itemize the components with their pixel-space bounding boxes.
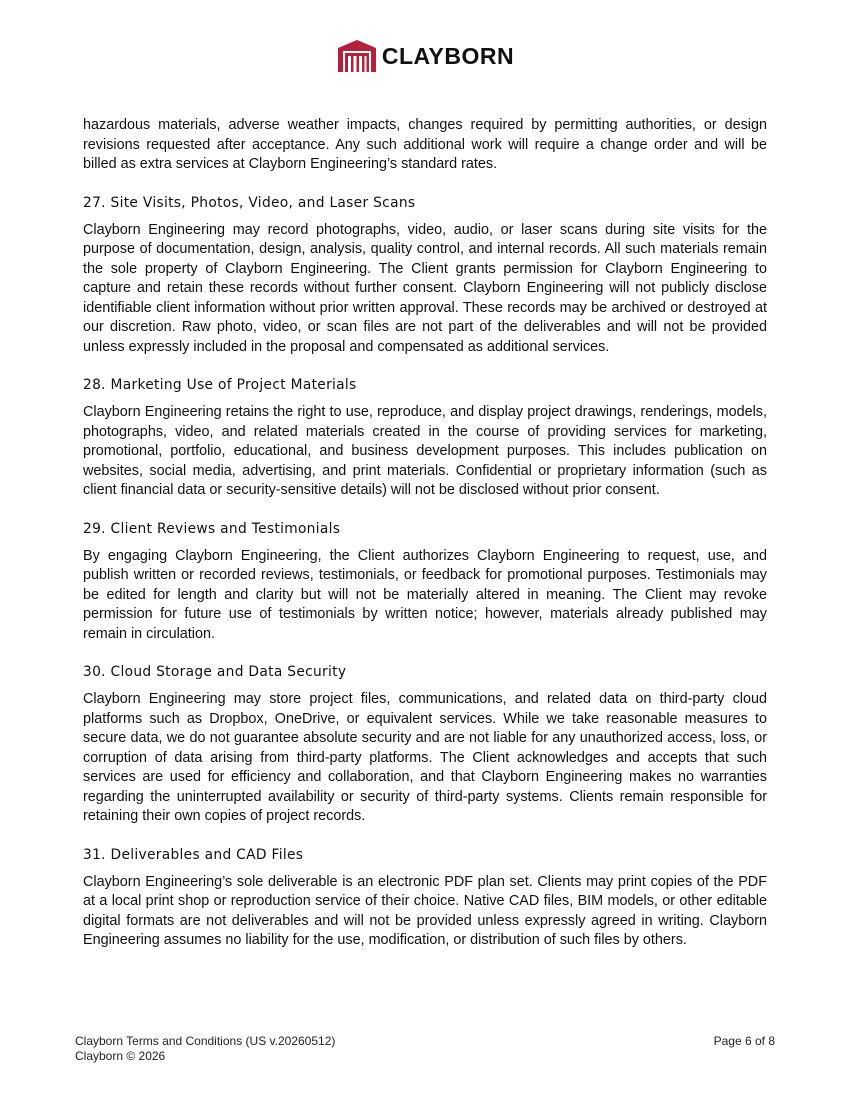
section-heading: 27. Site Visits, Photos, Video, and Laser Scans <box>83 194 416 211</box>
section-heading: 28. Marketing Use of Project Materials <box>83 377 357 393</box>
section-body: Clayborn Engineering retains the right to use, reproduce, and display project drawings, renderings, models, photographs, video, and related materials created in the course of providing services for marketing, promotional, portfolio, educational, and business development purposes. This includes publication on websites, social media, advertising, and print materials. Confidential or proprietary information (such as client financial data or security-sensitive details) will not be disclosed without prior consent. <box>83 404 767 498</box>
footer-copyright: Clayborn © 2026 <box>75 1049 166 1063</box>
document-body <box>83 116 767 951</box>
footer-doc-title: Clayborn Terms and Conditions (US v.20260512) <box>75 1034 336 1048</box>
section-31 <box>83 845 767 951</box>
footer-left <box>75 1034 335 1064</box>
intro-paragraph: hazardous materials, adverse weather impacts, changes required by permitting authorities, or design revisions requested after acceptance. Any such additional work will require a change order and will be billed as extra services at Clayborn Engineering’s standard rates. <box>83 117 767 172</box>
section-heading: 29. Client Reviews and Testimonials <box>83 520 341 537</box>
building-gate-icon <box>336 39 378 73</box>
section-heading: 31. Deliverables and CAD Files <box>83 846 304 863</box>
page-header <box>0 38 850 74</box>
section-28 <box>83 375 767 501</box>
section-29 <box>83 519 767 645</box>
section-heading: 30. Cloud Storage and Data Security <box>83 664 347 680</box>
section-body: Clayborn Engineering may record photographs, video, audio, or laser scans during site visits for the purpose of documentation, design, analysis, quality control, and internal records. All such materials remain the sole property of Clayborn Engineering. The Client grants permission for Clayborn Engineering to capture and retain these records without further consent. Clayborn Engineering will not publicly disclose identifiable client information without prior written approval. These records may be archived or destroyed at our discretion. Raw photo, video, or scan files are not part of the deliverables and will not be provided unless expressly included in the proposal and compensated as additional services. <box>83 221 767 355</box>
section-body: Clayborn Engineering may store project files, communications, and related data on third-party cloud platforms such as Dropbox, OneDrive, or equivalent services. While we take reasonable measures to secure data, we do not guarantee absolute security and are not liable for any unauthorized access, loss, or corruption of data arising from third-party platforms. The Client acknowledges and accepts that such services are used for efficiency and collaboration, and that Clayborn Engineering makes no warranties regarding the uninterrupted availability or security of third-party systems. Clients remain responsible for retaining their own copies of project records. <box>83 691 767 824</box>
page-number: Page 6 of 8 <box>713 1034 775 1048</box>
section-27 <box>83 193 767 358</box>
section-body: Clayborn Engineering’s sole deliverable is an electronic PDF plan set. Clients may print copies of the PDF at a local print shop or reproduction service of their choice. Native CAD files, BIM models, or other editable digital formats are not deliverables and will not be provided unless expressly agreed in writing. Clayborn Engineering assumes no liability for the use, modification, or distribution of such files by others. <box>83 873 767 948</box>
section-30 <box>83 662 767 827</box>
logo-wordmark: CLAYBORN <box>381 42 515 69</box>
section-body: By engaging Clayborn Engineering, the Client authorizes Clayborn Engineering to request, use, and publish written or recorded reviews, testimonials, or feedback for promotional purposes. Testimonials may be edited for length and clarity but will not be materially altered in meaning. The Client may revoke permission for future use of testimonials by written notice; however, materials already published may remain in circulation. <box>83 547 767 642</box>
company-logo <box>336 39 514 73</box>
